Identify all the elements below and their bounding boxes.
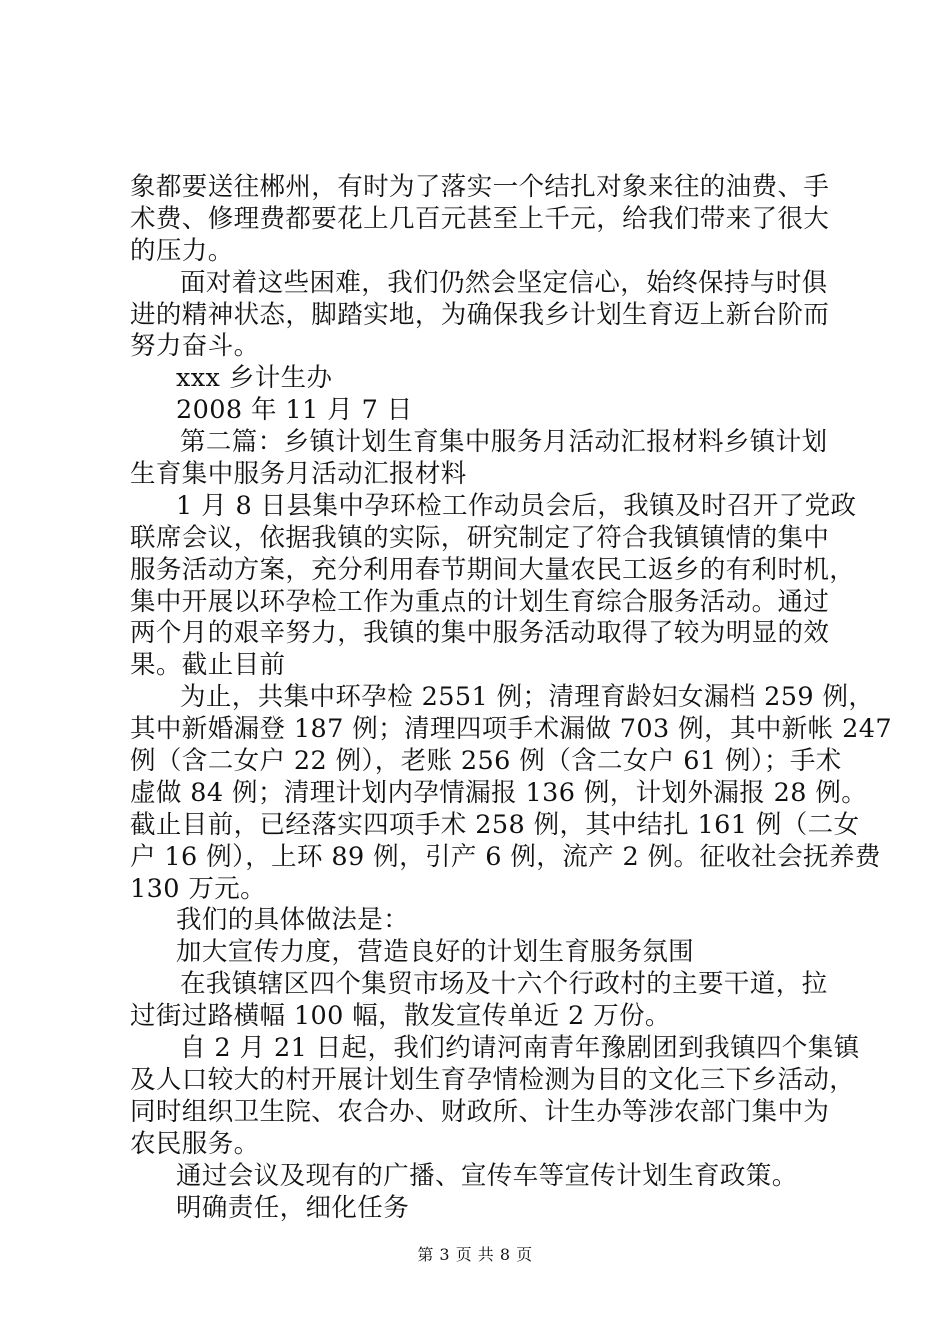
- text-line: 联席会议，依据我镇的实际，研究制定了符合我镇镇情的集中: [130, 522, 830, 553]
- text-line: 过街过路横幅 100 幅，散发宣传单近 2 万份。: [130, 1001, 671, 1032]
- text-line: 虚做 84 例；清理计划内孕情漏报 136 例，计划外漏报 28 例。: [130, 777, 868, 808]
- text-line: 在我镇辖区四个集贸市场及十六个行政村的主要干道，拉: [180, 969, 828, 1000]
- text-line: 象都要送往郴州，有时为了落实一个结扎对象来往的油费、手: [130, 172, 830, 202]
- text-line: 为止，共集中环孕检 2551 例；清理育龄妇女漏档 259 例，: [180, 682, 875, 713]
- document-body: [130, 172, 892, 1224]
- signature-line: xxx 乡计生办: [176, 363, 333, 394]
- text-line: 果。截止目前: [130, 650, 286, 681]
- text-line: 服务活动方案，充分利用春节期间大量农民工返乡的有利时机，: [130, 554, 856, 585]
- text-line: 努力奋斗。: [130, 331, 260, 362]
- text-line: 面对着这些困难，我们仍然会坚定信心，始终保持与时俱: [180, 267, 828, 298]
- text-line: 我们的具体做法是：: [176, 905, 410, 936]
- text-line: 130 万元。: [130, 873, 267, 904]
- page-number: 第 3 页 共 8 页: [417, 1245, 533, 1264]
- text-line: 例（含二女户 22 例），老账 256 例（含二女户 61 例）；手术: [130, 746, 842, 777]
- text-line: 自 2 月 21 日起，我们约请河南青年豫剧团到我镇四个集镇: [180, 1033, 860, 1064]
- text-line: 同时组织卫生院、农合办、财政所、计生办等涉农部门集中为: [130, 1096, 830, 1127]
- text-line: 两个月的艰辛努力，我镇的集中服务活动取得了较为明显的效: [130, 618, 830, 649]
- text-line: 的压力。: [130, 235, 234, 266]
- text-line: 及人口较大的村开展计划生育孕情检测为目的文化三下乡活动，: [130, 1064, 856, 1095]
- date-line: 2008 年 11 月 7 日: [176, 395, 413, 426]
- text-line: 集中开展以环孕检工作为重点的计划生育综合服务活动。通过: [130, 586, 830, 617]
- text-line: 通过会议及现有的广播、宣传车等宣传计划生育政策。: [176, 1160, 798, 1191]
- subheading: 加大宣传力度，营造良好的计划生育服务氛围: [176, 937, 695, 968]
- text-line: 进的精神状态，脚踏实地，为确保我乡计划生育迈上新台阶而: [130, 299, 830, 330]
- text-line: 术费、修理费都要花上几百元甚至上千元，给我们带来了很大: [130, 203, 830, 234]
- section-heading: 第二篇：乡镇计划生育集中服务月活动汇报材料乡镇计划: [180, 427, 828, 458]
- text-line: 农民服务。: [130, 1128, 260, 1159]
- text-line: 户 16 例），上环 89 例，引产 6 例，流产 2 例。征收社会抚养费: [130, 841, 881, 872]
- section-heading: 生育集中服务月活动汇报材料: [130, 459, 467, 490]
- text-line: 截止目前，已经落实四项手术 258 例，其中结扎 161 例（二女: [130, 809, 860, 840]
- text-line: 1 月 8 日县集中孕环检工作动员会后，我镇及时召开了党政: [176, 490, 857, 521]
- text-line: 其中新婚漏登 187 例；清理四项手术漏做 703 例，其中新帐 247: [130, 714, 892, 745]
- subheading: 明确责任，细化任务: [176, 1192, 410, 1223]
